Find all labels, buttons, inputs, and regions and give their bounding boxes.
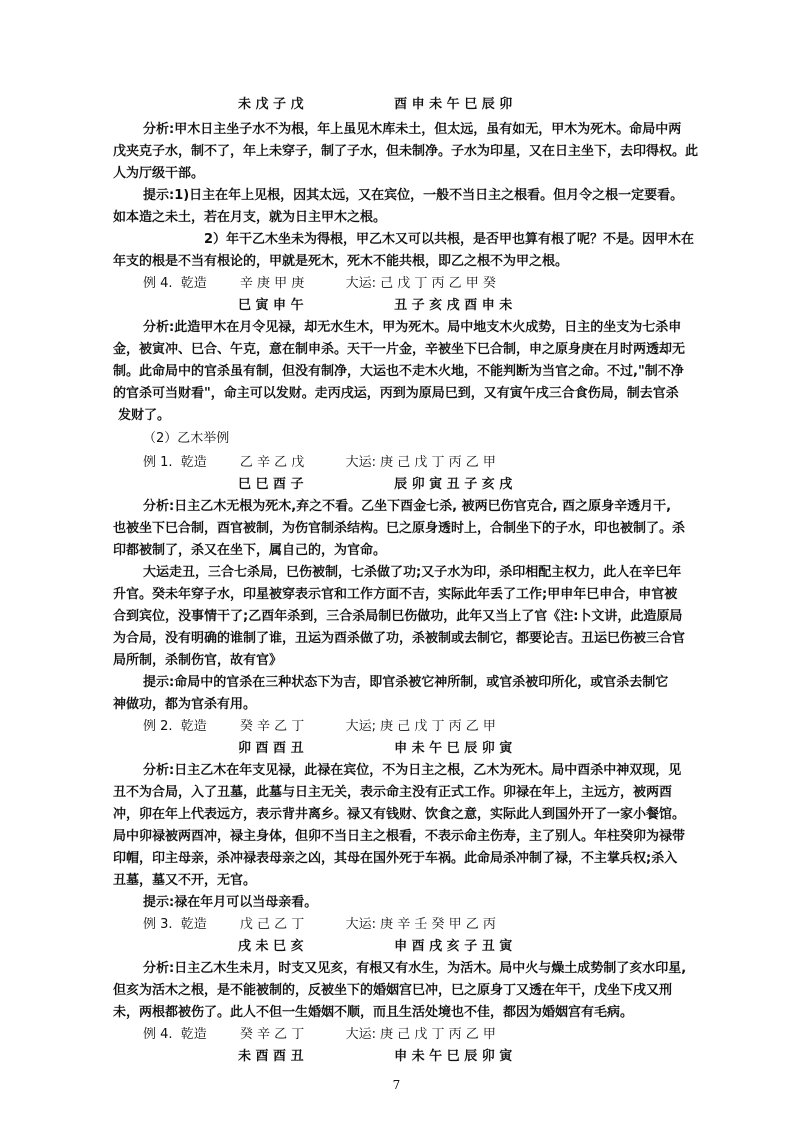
paragraph-line: 未，两根都被伤了。此人不但一生婚姻不顺，而且生活处境也不佳，都因为婚姻宫有毛病。 — [113, 1005, 634, 1020]
paragraph-line: 神做功，都为官杀有用。 — [113, 697, 257, 712]
pillar-line: 戌 未 巳 亥 申 酉 戌 亥 子 丑 寅 — [238, 939, 513, 954]
section-heading: （2）乙木举例 — [143, 431, 230, 446]
paragraph-line: 发财了。 — [118, 408, 171, 423]
paragraph-line: 金，被寅冲、巳合、午克，意在制申杀。天干一片金，辛被坐下巳合制，申之原身庚在月时两透却无 — [113, 342, 686, 357]
paragraph-line: 合到宾位，没事情干了;乙酉年杀到，三合杀局制巳伤做功，此年又当上了官《注:卜文讲，此造原局 — [113, 609, 683, 624]
paragraph-line: 印帽，印主母亲，杀冲禄表母亲之凶，其母在国外死于车祸。此命局杀冲制了禄，不主掌兵权;杀入 — [113, 851, 678, 866]
paragraph-line: 为合局，没有明确的谁制了谁，丑运为酉杀做了功，杀被制或去制它，都要论吉。丑运巳伤被三合官 — [113, 631, 686, 646]
hint-line: 提示:禄在年月可以当母亲看。 — [143, 895, 318, 910]
pillar-line: 未 酉 酉 丑 申 未 午 巳 辰 卯 寅 — [238, 1049, 513, 1064]
paragraph-line: 如本造之未土，若在月支，就为日主甲木之根。 — [113, 210, 387, 225]
paragraph-line: 丑墓，墓又不开，无官。 — [113, 873, 257, 888]
paragraph-line: 的官杀可当财看"，命主可以发财。走丙戌运，丙到为原局巳到，又有寅午戌三合食伤局，制去官杀 — [113, 386, 679, 401]
pillar-line: 巳 寅 申 午 丑 子 亥 戌 酉 申 未 — [238, 298, 513, 313]
paragraph-line: 印都被制了，杀又在坐下，属自己的，为官命。 — [113, 543, 387, 558]
pillar-line: 未 戊 子 戊 酉 申 未 午 巳 辰 卯 — [238, 97, 513, 112]
paragraph-line: 人为厅级干部。 — [113, 166, 205, 181]
paragraph-line: 局所制，杀制伤官，故有官》 — [113, 653, 283, 668]
paragraph-line: 冲，卯在年上代表远方，表示背井离乡。禄又有钱财、饮食之意，实际此人到国外开了一家小餐馆。 — [113, 807, 686, 822]
paragraph-line: 戊夹克子水，制不了，年上未穿子，制了子水，但未制净。子水为印星，又在日主坐下，去印得权。此 — [113, 144, 699, 159]
page-number: 7 — [392, 1078, 401, 1092]
paragraph-line: 局中卯禄被两酉冲，禄主身体，但卯不当日主之根看，不表示命主伤寿，主了别人。年柱癸卯为禄带 — [113, 829, 686, 844]
paragraph-line: 分析:日主乙木在年支见禄，此禄在宾位，不为日主之根，乙木为死木。局中酉杀中神双现，见 — [143, 763, 682, 778]
example-heading: 例 4. 乾造 辛 庚 甲 庚 大运: 己 戊 丁 丙 乙 甲 癸 — [143, 276, 496, 291]
paragraph-line: 分析:日主乙木无根为死木,弃之不看。乙坐下酉金七杀, 被两巳伤官克合, 酉之原身辛透月干, — [143, 499, 672, 514]
paragraph-line: 丑不为合局，入了丑墓，此墓与日主无关，表示命主没有正式工作。卯禄在年上，主远方，被两酉 — [113, 785, 673, 800]
paragraph-line: 但亥为活木之根，是不能被制的，反被坐下的婚姻宫巳冲，巳之原身丁又透在年干，戊坐下戌又刑 — [113, 983, 673, 998]
hint-line: 2）年干乙木坐未为得根，甲乙木又可以共根，是否甲也算有根了呢？不是。因甲木在 — [204, 232, 695, 247]
example-heading: 例 1. 乾造 乙 辛 乙 戊 大运: 庚 己 戊 丁 丙 乙 甲 — [143, 455, 496, 470]
example-heading: 例 3. 乾造 戊 己 乙 丁 大运: 庚 辛 壬 癸 甲 乙 丙 — [143, 917, 496, 932]
paragraph-line: 升官。癸未年穿子水，印星被穿表示官和工作方面不吉，实际此年丢了工作;甲申年巳申合，申官被 — [113, 587, 678, 602]
paragraph-line: 也被坐下巳合制，酉官被制，为伤官制杀结构。巳之原身透时上，合制坐下的子水，印也被制了。杀 — [113, 521, 686, 536]
paragraph-line: 制。此命局中的官杀虽有制，但没有制净，大运也不走木火地，不能判断为当官之命。不过,"制不净 — [113, 364, 684, 379]
hint-line: 提示:1)日主在年上见根，因其太远，又在宾位，一般不当日主之根看。但月令之根一定要看。 — [143, 188, 684, 203]
pillar-line: 巳 巳 酉 子 辰 卯 寅 丑 子 亥 戌 — [238, 477, 513, 492]
paragraph-line: 分析:日主乙木生未月，时支又见亥，有根又有水生，为活木。局中火与燥土成势制了亥水印星, — [143, 961, 687, 976]
example-heading: 例 2. 乾造 癸 辛 乙 丁 大运; 庚 己 戊 丁 丙 乙 甲 — [143, 719, 496, 734]
paragraph-line: 分析:此造甲木在月令见禄，却无水生木，甲为死木。局中地支木火成势，日主的坐支为七杀申 — [143, 320, 682, 335]
pillar-line: 卯 酉 酉 丑 申 未 午 巳 辰 卯 寅 — [238, 741, 513, 756]
paragraph-line: 年支的根是不当有根论的，甲就是死木，死木不能共根，即乙之根不为甲之根。 — [113, 254, 569, 269]
example-heading: 例 4. 乾造 癸 辛 乙 丁 大运: 庚 己 戊 丁 丙 乙 甲 — [143, 1027, 496, 1042]
paragraph-line: 大运走丑，三合七杀局，巳伤被制，七杀做了功;又子水为印，杀印相配主权力，此人在辛巳年 — [143, 565, 682, 580]
hint-line: 提示:命局中的官杀在三种状态下为吉，即官杀被它神所制，或官杀被印所化，或官杀去制它 — [143, 675, 669, 690]
paragraph-line: 分析:甲木日主坐子水不为根，年上虽见木库未土，但太远，虽有如无，甲木为死木。命局中两 — [143, 122, 682, 137]
